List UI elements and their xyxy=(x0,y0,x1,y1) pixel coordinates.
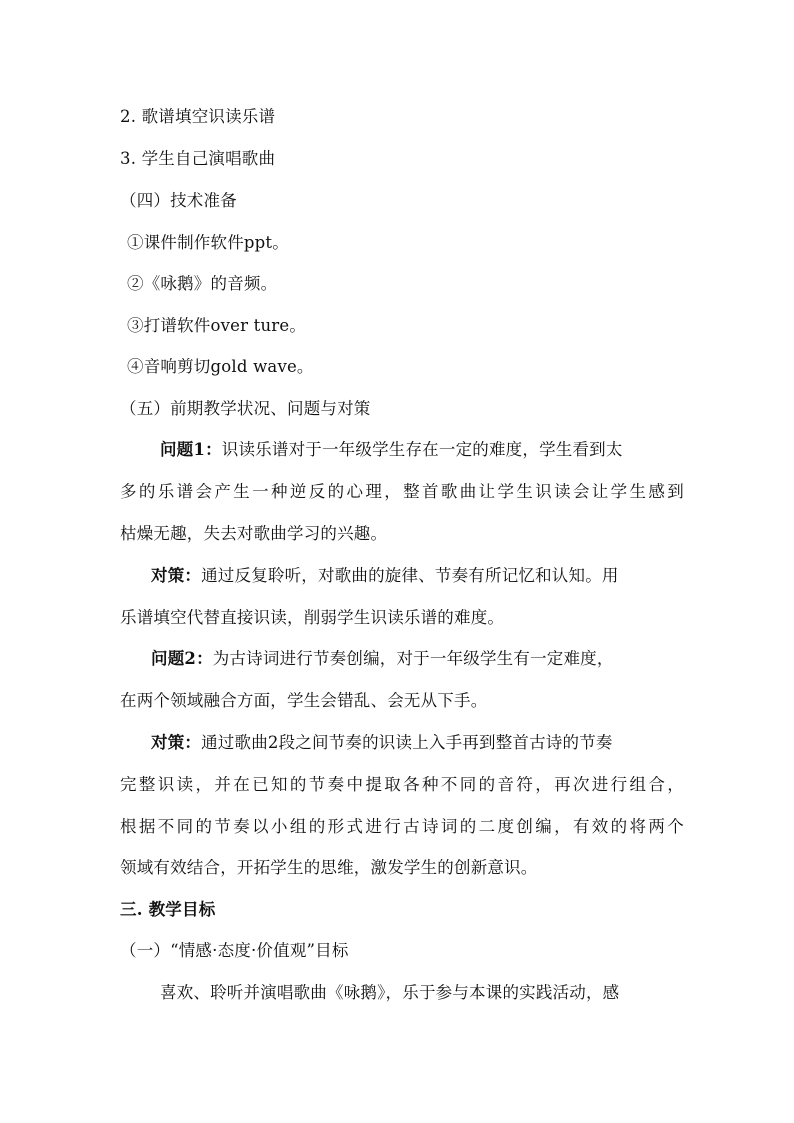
measure2-label: 对策： xyxy=(151,733,202,752)
list-item-2: 2. 歌谱填空识读乐谱 xyxy=(120,107,276,126)
measure2-line1 xyxy=(151,733,684,753)
measure1-line1 xyxy=(151,566,684,586)
tech-item-2: ②《咏鹅》的音频。 xyxy=(127,274,278,293)
list-item-3: 3. 学生自己演唱歌曲 xyxy=(120,149,276,168)
heading-prior-status: （五）前期教学状况、问题与对策 xyxy=(120,399,371,418)
measure2-line2: 完整识读，并在已知的节奏中提取各种不同的音符，再次进行组合， xyxy=(120,775,684,794)
measure1-label: 对策： xyxy=(151,566,202,585)
measure2-line4: 领域有效结合，开拓学生的思维，激发学生的创新意识。 xyxy=(120,858,538,877)
issue1-label: 问题1： xyxy=(160,440,222,459)
goal1-line1: 喜欢、聆听并演唱歌曲《咏鹅》，乐于参与本课的实践活动，感 xyxy=(160,983,620,1002)
issue2-text-1: 为古诗词进行节奏创编，对于一年级学生有一定难度， xyxy=(212,649,614,668)
issue1-text-1: 识读乐谱对于一年级学生存在一定的难度，学生看到太 xyxy=(221,440,623,459)
measure2-line3: 根据不同的节奏以小组的形式进行古诗词的二度创编，有效的将两个 xyxy=(120,817,684,836)
issue2-line1 xyxy=(151,649,684,669)
goal1-heading: （一）“情感·态度·价值观”目标 xyxy=(120,941,349,960)
measure2-text-1: 通过歌曲2段之间节奏的识读上入手再到整首古诗的节奏 xyxy=(201,733,613,752)
issue1-line2: 多的乐谱会产生一种逆反的心理，整首歌曲让学生识读会让学生感到 xyxy=(120,482,684,501)
issue2-label: 问题2： xyxy=(151,649,213,668)
tech-item-1: ①课件制作软件ppt。 xyxy=(127,233,289,252)
issue1-line3: 枯燥无趣，失去对歌曲学习的兴趣。 xyxy=(120,524,388,543)
measure1-text-1: 通过反复聆听，对歌曲的旋律、节奏有所记忆和认知。用 xyxy=(201,566,619,585)
issue1-line1 xyxy=(160,440,684,460)
tech-item-3: ③打谱软件over ture。 xyxy=(127,316,307,335)
tech-item-4: ④音响剪切gold wave。 xyxy=(127,357,314,376)
measure1-line2: 乐谱填空代替直接识读，削弱学生识读乐谱的难度。 xyxy=(120,608,505,627)
section-teaching-goals: 三. 教学目标 xyxy=(120,900,216,919)
heading-tech-prep: （四）技术准备 xyxy=(120,191,237,210)
issue2-line2: 在两个领域融合方面，学生会错乱、会无从下手。 xyxy=(120,691,488,710)
